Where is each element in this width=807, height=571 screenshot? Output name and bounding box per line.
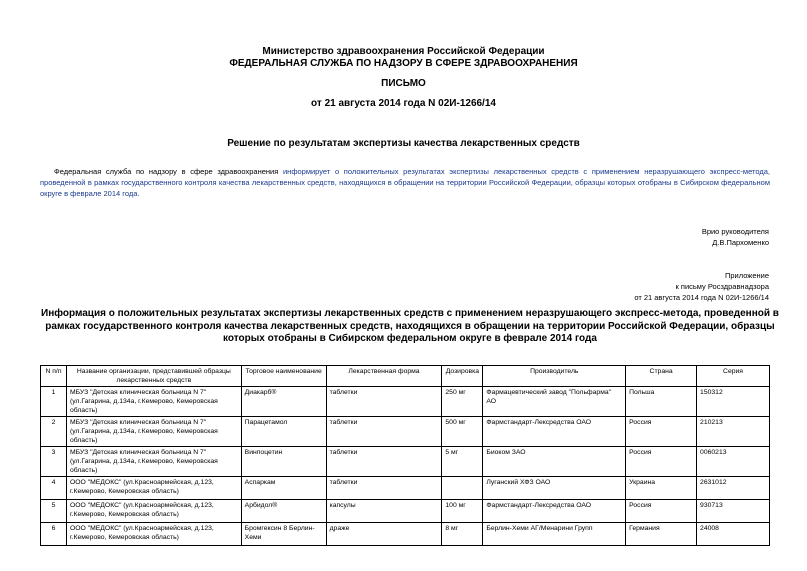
signature-name: Д.В.Пархоменко xyxy=(712,238,769,247)
cell-number: 5 xyxy=(41,500,67,523)
cell-dosage-form: драже xyxy=(326,523,442,546)
header-cell: Производитель xyxy=(483,366,626,387)
cell-country: Россия xyxy=(626,417,697,447)
service-name: ФЕДЕРАЛЬНАЯ СЛУЖБА ПО НАДЗОРУ В СФЕРЕ ЗДРАВООХРАНЕНИЯ xyxy=(229,58,578,69)
cell-trade-name: Диакарб® xyxy=(241,387,326,417)
header-cell: N п/п xyxy=(41,366,67,387)
intro-text-plain: Федеральная служба по надзору в сфере здравоохранения xyxy=(54,167,279,176)
cell-country: Украина xyxy=(626,477,697,500)
intro-paragraph xyxy=(40,166,770,199)
cell-manufacturer: Фармстандарт-Лексредства ОАО xyxy=(483,417,626,447)
cell-dosage-form: таблетки xyxy=(326,477,442,500)
cell-dosage-form: таблетки xyxy=(326,447,442,477)
cell-number: 1 xyxy=(41,387,67,417)
header-cell: Страна xyxy=(626,366,697,387)
cell-number: 4 xyxy=(41,477,67,500)
document-date: от 21 августа 2014 года N 02И-1266/14 xyxy=(311,98,496,109)
cell-number: 3 xyxy=(41,447,67,477)
cell-trade-name: Арбидол® xyxy=(241,500,326,523)
cell-country: Польша xyxy=(626,387,697,417)
appendix-reference: к письму Росздравнадзора xyxy=(675,282,769,291)
cell-trade-name: Винпоцетин xyxy=(241,447,326,477)
cell-organization: МБУЗ "Детская клиническая больница N 7" (ул.Гагарина, д.134а, г.Кемерово, Кемеровская область) xyxy=(66,447,241,477)
table-row xyxy=(41,447,770,477)
table-row xyxy=(41,417,770,447)
cell-dose: 100 мг xyxy=(442,500,483,523)
appendix-date: от 21 августа 2014 года N 02И-1266/14 xyxy=(634,293,769,302)
appendix-label: Приложение xyxy=(725,271,769,280)
cell-manufacturer: Луганский ХФЗ ОАО xyxy=(483,477,626,500)
cell-organization: ООО "МЕДОКС" (ул.Красноармейская, д.123, г.Кемерово, Кемеровская область) xyxy=(66,500,241,523)
ministry-name: Министерство здравоохранения Российской Федерации xyxy=(262,46,545,57)
cell-manufacturer: Берлин-Хеми АГ/Менарини Групп xyxy=(483,523,626,546)
cell-organization: МБУЗ "Детская клиническая больница N 7" (ул.Гагарина, д.134а, г.Кемерово, Кемеровская область) xyxy=(66,417,241,447)
cell-dose: 5 мг xyxy=(442,447,483,477)
cell-dosage-form: капсулы xyxy=(326,500,442,523)
cell-manufacturer: Фармстандарт-Лексредства ОАО xyxy=(483,500,626,523)
signature-position: Врио руководителя xyxy=(701,227,769,236)
cell-series: 2631012 xyxy=(697,477,770,500)
cell-organization: ООО "МЕДОКС" (ул.Красноармейская, д.123, г.Кемерово, Кемеровская область) xyxy=(66,523,241,546)
cell-series: 930713 xyxy=(697,500,770,523)
table-row xyxy=(41,477,770,500)
cell-dose: 500 мг xyxy=(442,417,483,447)
cell-series: 210213 xyxy=(697,417,770,447)
cell-country: Германия xyxy=(626,523,697,546)
info-title: Информация о положительных результатах экспертизы лекарственных средств с применением неразрушающего экспресс-метода, проведенной в рамках государственного контроля качества лекарственных средств, находящихся в обращении на территории Российской Федерации, образцы которых отобраны в Сибирском федеральном округе в феврале 2014 года xyxy=(41,308,779,344)
cell-dose: 250 мг xyxy=(442,387,483,417)
decision-title: Решение по результатам экспертизы качества лекарственных средств xyxy=(227,138,580,149)
cell-dose xyxy=(442,477,483,500)
cell-manufacturer: Фармацевтический завод "Польфарма" АО xyxy=(483,387,626,417)
cell-number: 6 xyxy=(41,523,67,546)
cell-series: 24008 xyxy=(697,523,770,546)
table-row xyxy=(41,500,770,523)
cell-organization: МБУЗ "Детская клиническая больница N 7" (ул.Гагарина, д.134а, г.Кемерово, Кемеровская область) xyxy=(66,387,241,417)
header-cell: Серия xyxy=(697,366,770,387)
header-cell: Торговое наименование xyxy=(241,366,326,387)
cell-organization: ООО "МЕДОКС" (ул.Красноармейская, д.123, г.Кемерово, Кемеровская область) xyxy=(66,477,241,500)
cell-manufacturer: Биоком ЗАО xyxy=(483,447,626,477)
table-row xyxy=(41,523,770,546)
header-cell: Название организации, представившей образцы лекарственных средств xyxy=(66,366,241,387)
header-cell: Дозировка xyxy=(442,366,483,387)
cell-dose: 8 мг xyxy=(442,523,483,546)
cell-trade-name: Парацетамол xyxy=(241,417,326,447)
cell-dosage-form: таблетки xyxy=(326,387,442,417)
cell-dosage-form: таблетки xyxy=(326,417,442,447)
results-table xyxy=(40,365,770,546)
document-type: ПИСЬМО xyxy=(381,78,426,89)
table-row xyxy=(41,387,770,417)
table-header-row xyxy=(41,366,770,387)
cell-number: 2 xyxy=(41,417,67,447)
cell-trade-name: Бромгексин 8 Берлин-Хеми xyxy=(241,523,326,546)
header-cell: Лекарственная форма xyxy=(326,366,442,387)
cell-series: 150312 xyxy=(697,387,770,417)
cell-country: Россия xyxy=(626,500,697,523)
cell-country: Россия xyxy=(626,447,697,477)
cell-trade-name: Аспаркам xyxy=(241,477,326,500)
intro-text-link[interactable]: информирует о положительных результатах экспертизы лекарственных средств с применением неразрушающего экспресс-метода, проведенной в рамках государственного контроля качества лекарственных средств, находящихся в обращении на территории Российской Федерации, образцы которых отобраны в Сибирском федеральном округе в феврале 2014 года. xyxy=(40,167,770,198)
cell-series: 0060213 xyxy=(697,447,770,477)
